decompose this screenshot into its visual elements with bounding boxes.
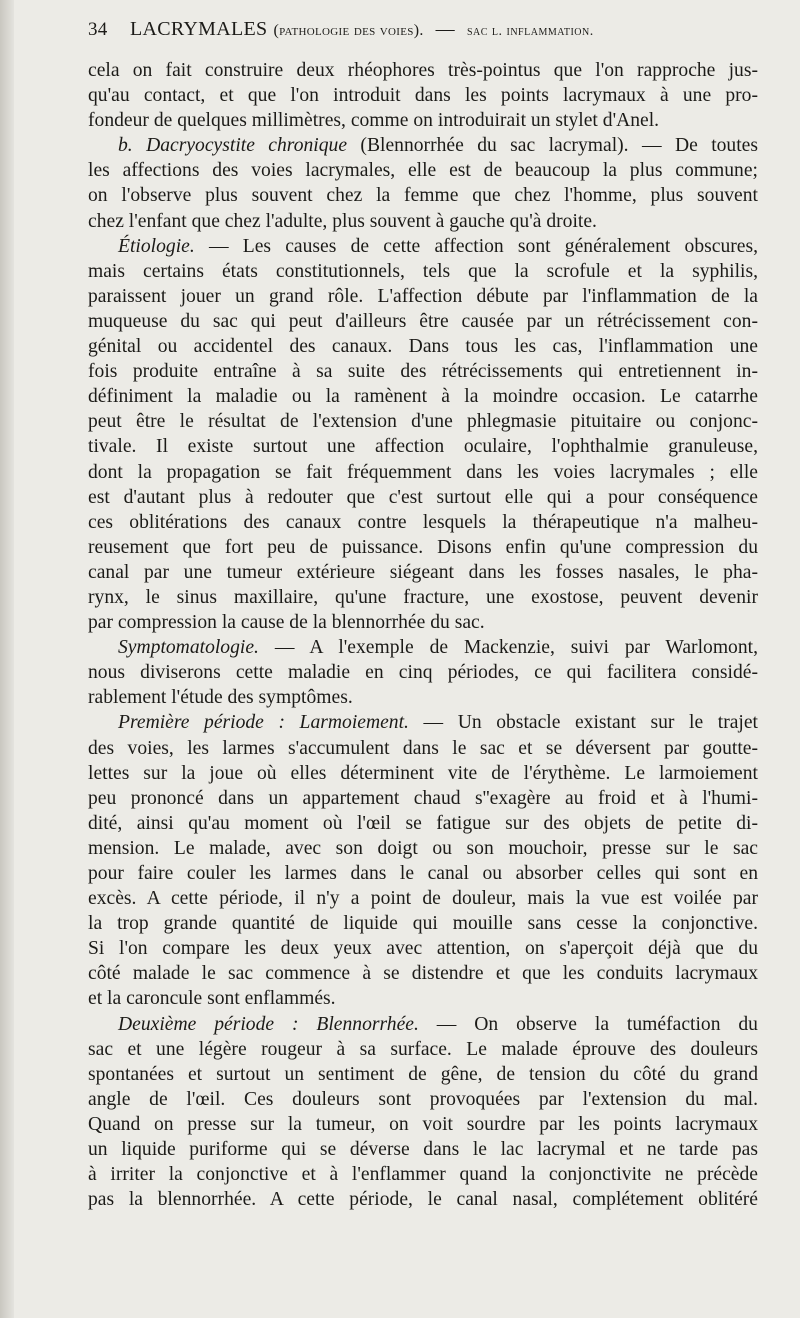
text-line: [88, 284, 758, 309]
line-text: pas la blennorrhée. A cette période, le canal nasal, complétement oblitéré: [88, 1189, 758, 1211]
line-text: Quand on presse sur la tumeur, on voit sourdre par les points lacrymaux: [88, 1113, 758, 1135]
line-text: — Les causes de cette affection sont généralement obscures,: [194, 235, 758, 257]
text-line: [88, 1037, 758, 1062]
line-text: définiment la maladie ou la ramènent à la moindre occasion. Le catarrhe: [88, 386, 758, 408]
text-line: [88, 886, 758, 911]
page-binding-edge: [0, 0, 14, 1318]
italic-heading: b. Dacryocystite chronique: [118, 135, 348, 157]
line-text: reusement que fort peu de puissance. Disons enfin qu'une compression du: [88, 536, 758, 558]
line-text: et la caroncule sont enflammés.: [88, 988, 336, 1010]
text-line: [88, 1162, 758, 1187]
line-text: peut être le résultat de l'extension d'une phlegmasie pituitaire ou conjonc-: [88, 411, 758, 433]
text-line: [88, 133, 758, 158]
line-text: à irriter la conjonctive et à l'enflammer quand la conjonctivite ne précède: [88, 1164, 758, 1186]
line-text: on l'observe plus souvent chez la femme que chez l'homme, plus souvent: [88, 185, 758, 207]
line-text: (Blennorrhée du sac lacrymal). — De toutes: [347, 135, 758, 157]
line-text: dité, ainsi qu'au moment où l'œil se fatigue sur des objets de petite di-: [88, 812, 758, 834]
line-text: qu'au contact, et que l'on introduit dans les points lacrymaux à une pro-: [88, 85, 758, 107]
text-line: [88, 434, 758, 459]
text-line: [88, 861, 758, 886]
text-line: [88, 635, 758, 660]
header-title: LACRYMALES: [130, 18, 268, 40]
line-text: chez l'enfant que chez l'adulte, plus souvent à gauche qu'à droite.: [88, 210, 597, 232]
text-line: [88, 535, 758, 560]
line-text: mension. Le malade, avec son doigt ou son mouchoir, presse sur le sac: [88, 837, 758, 859]
text-line: [88, 710, 758, 735]
line-text: Si l'on compare les deux yeux avec attention, on s'aperçoit déjà que du: [88, 938, 758, 960]
page-number: 34: [88, 19, 108, 40]
line-text: des voies, les larmes s'accumulent dans le sac et se déversent par goutte-: [88, 737, 758, 759]
line-text: dont la propagation se fait fréquemment dans les voies lacrymales ; elle: [88, 461, 758, 483]
line-text: canal par une tumeur extérieure siégeant dans les fosses nasales, le pha-: [88, 561, 758, 583]
text-line: [88, 183, 758, 208]
italic-heading: Première période : Larmoiement.: [118, 712, 409, 734]
text-line: [88, 736, 758, 761]
text-line: [88, 158, 758, 183]
text-line: [88, 585, 758, 610]
text-line: [88, 309, 758, 334]
text-line: [88, 560, 758, 585]
text-line: [88, 334, 758, 359]
text-line: [88, 108, 758, 133]
line-text: — A l'exemple de Mackenzie, suivi par Warlomont,: [258, 637, 758, 659]
header-dash: —: [435, 19, 455, 40]
text-line: [88, 761, 758, 786]
line-text: rynx, le sinus maxillaire, qu'une fracture, une exostose, peuvent devenir: [88, 586, 758, 608]
text-line: [88, 610, 758, 635]
line-text: pour faire couler les larmes dans le canal ou absorber celles qui sont en: [88, 863, 758, 884]
text-line: [88, 685, 758, 710]
line-text: génital ou accidentel des canaux. Dans tous les cas, l'inflammation une: [88, 336, 758, 358]
header-subtitle: (pathologie des voies).: [273, 22, 424, 39]
line-text: la trop grande quantité de liquide qui mouille sans cesse la conjonctive.: [88, 913, 758, 935]
text-line: [88, 911, 758, 936]
text-line: [88, 259, 758, 284]
text-line: [88, 936, 758, 961]
line-text: peu prononcé dans un appartement chaud s''exagère au froid et à l'humi-: [88, 787, 758, 809]
page-body-text: [88, 58, 758, 1212]
text-line: [88, 660, 758, 685]
text-line: [88, 786, 758, 811]
text-line: [88, 460, 758, 485]
line-text: les affections des voies lacrymales, elle est de beaucoup la plus commune;: [88, 160, 758, 182]
text-line: [88, 384, 758, 409]
text-line: [88, 986, 758, 1011]
text-line: [88, 83, 758, 108]
text-line: [88, 209, 758, 234]
text-line: [88, 485, 758, 510]
italic-heading: Symptomatologie.: [118, 637, 259, 659]
line-text: angle de l'œil. Ces douleurs sont provoquées par l'extension du mal.: [88, 1088, 758, 1110]
line-text: fois produite entraîne à sa suite des rétrécissements qui entretiennent in-: [88, 361, 758, 383]
text-line: [88, 1062, 758, 1087]
text-line: [88, 1187, 758, 1212]
line-text: muqueuse du sac qui peut d'ailleurs être causée par un rétrécissement con-: [88, 310, 758, 332]
italic-heading: Étiologie.: [118, 235, 195, 257]
text-line: [88, 359, 758, 384]
text-line: [88, 961, 758, 986]
text-line: [88, 58, 758, 83]
text-line: [88, 1112, 758, 1137]
line-text: sac et une légère rougeur à sa surface. Le malade éprouve des douleurs: [88, 1038, 758, 1060]
text-line: [88, 836, 758, 861]
line-text: mais certains états constitutionnels, tels que la scrofule et la syphilis,: [88, 260, 758, 282]
header-section: sac l. inflammation.: [466, 24, 594, 39]
text-line: [88, 1087, 758, 1112]
line-text: par compression la cause de la blennorrhée du sac.: [88, 612, 485, 634]
line-text: cela on fait construire deux rhéophores très-pointus que l'on rapproche jus-: [88, 60, 758, 81]
line-text: ces oblitérations des canaux contre lesquels la thérapeutique n'a malheu-: [88, 511, 758, 533]
line-text: lettes sur la joue où elles déterminent vite de l'érythème. Le larmoiement: [88, 762, 758, 784]
line-text: côté malade le sac commence à se distendre et que les conduits lacrymaux: [88, 963, 758, 985]
line-text: paraissent jouer un grand rôle. L'affection débute par l'inflammation de la: [88, 285, 758, 307]
line-text: — Un obstacle existant sur le trajet: [408, 712, 758, 734]
text-line: [88, 811, 758, 836]
line-text: fondeur de quelques millimètres, comme on introduirait un stylet d'Anel.: [88, 110, 660, 132]
text-line: [88, 510, 758, 535]
italic-heading: Deuxième période : Blennorrhée.: [118, 1013, 419, 1035]
line-text: un liquide puriforme qui se déverse dans le lac lacrymal et ne tarde pas: [88, 1139, 758, 1161]
running-header: [88, 18, 758, 48]
book-page: [88, 18, 758, 1212]
text-line: [88, 1012, 758, 1037]
line-text: spontanées et surtout un sentiment de gêne, de tension du côté du grand: [88, 1063, 758, 1085]
line-text: rablement l'étude des symptômes.: [88, 687, 353, 709]
line-text: tivale. Il existe surtout une affection oculaire, l'ophthalmie granuleuse,: [88, 436, 758, 458]
text-line: [88, 1137, 758, 1162]
text-line: [88, 234, 758, 259]
line-text: est d'autant plus à redouter que c'est surtout elle qui a pour conséquence: [88, 486, 758, 508]
line-text: nous diviserons cette maladie en cinq périodes, ce qui facilitera considé-: [88, 662, 758, 684]
line-text: excès. A cette période, il n'y a point de douleur, mais la vue est voilée par: [88, 888, 758, 910]
line-text: — On observe la tuméfaction du: [418, 1013, 758, 1035]
text-line: [88, 409, 758, 434]
